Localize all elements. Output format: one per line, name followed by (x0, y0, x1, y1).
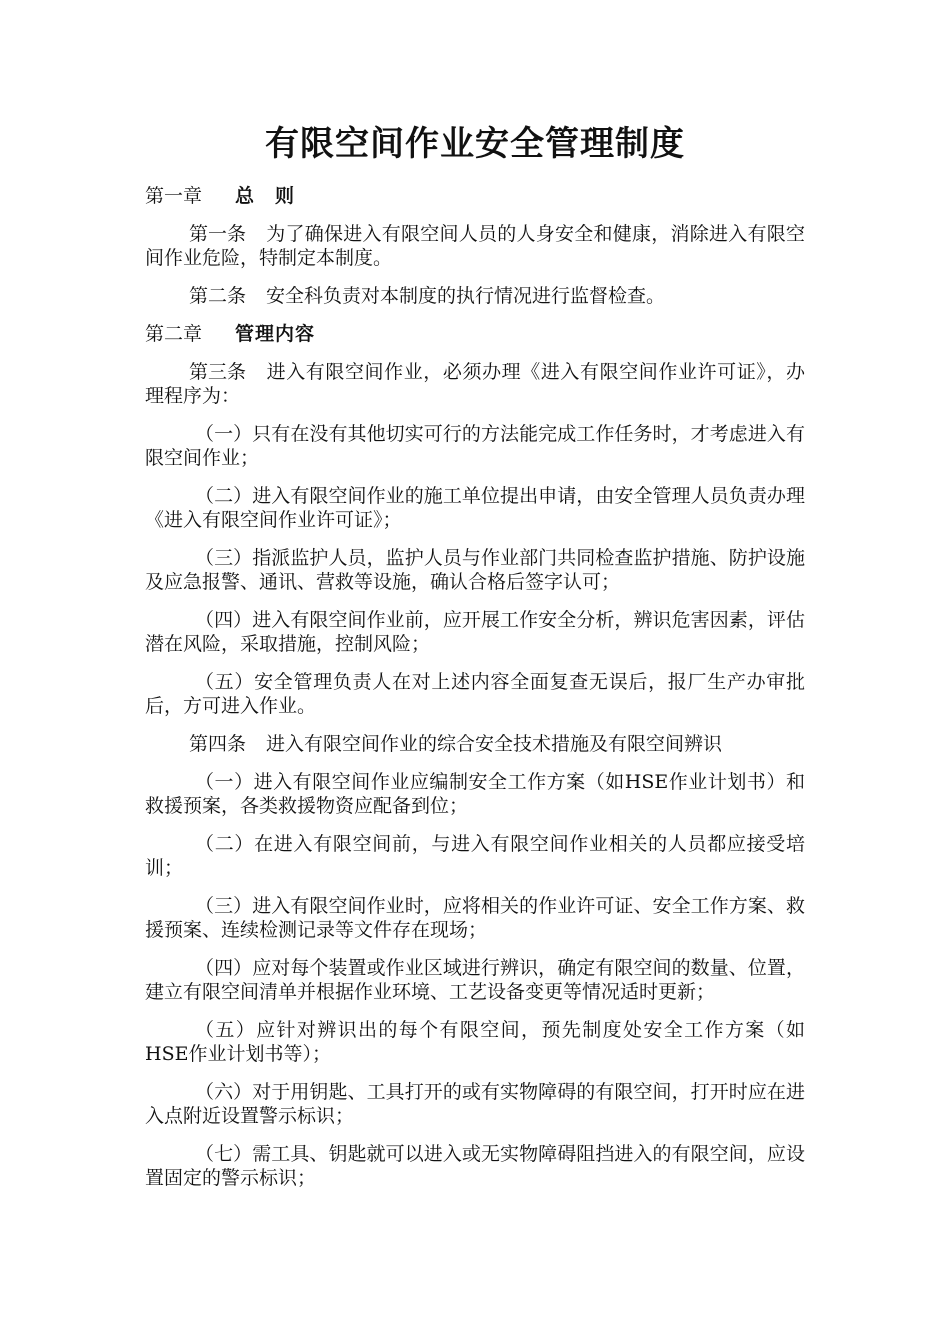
list-item: （四）应对每个装置或作业区域进行辨识，确定有限空间的数量、位置，建立有限空间清单并根据作业环境、工艺设备变更等情况适时更新； (145, 957, 805, 1003)
article-text: 安全科负责对本制度的执行情况进行监督检查。 (266, 285, 666, 307)
list-item: （二）在进入有限空间前，与进入有限空间作业相关的人员都应接受培训； (145, 833, 805, 879)
list-item: （四）进入有限空间作业前，应开展工作安全分析，辨识危害因素，评估潜在风险，采取措施，控制风险； (145, 609, 805, 655)
article-text: 为了确保进入有限空间人员的人身安全和健康，消除进入有限空间作业危险，特制定本制度。 (145, 223, 805, 269)
list-item: （二）进入有限空间作业的施工单位提出申请，由安全管理人员负责办理《进入有限空间作业许可证》； (145, 485, 805, 531)
article-text: 进入有限空间作业的综合安全技术措施及有限空间辨识 (266, 733, 723, 755)
document-page (145, 118, 805, 1204)
list-item: （一）进入有限空间作业应编制安全工作方案（如HSE作业计划书）和救援预案，各类救援物资应配备到位； (145, 771, 805, 817)
article-label: 第二条 (189, 285, 247, 307)
article-label: 第四条 (189, 733, 247, 755)
article-label: 第三条 (189, 361, 247, 383)
article-label: 第一条 (189, 223, 247, 245)
list-item: （三）指派监护人员，监护人员与作业部门共同检查监护措施、防护设施及应急报警、通讯、营救等设施，确认合格后签字认可； (145, 547, 805, 593)
chapter-name: 总 则 (235, 185, 296, 207)
chapter-number: 第一章 (145, 185, 203, 207)
list-item: （六）对于用钥匙、工具打开的或有实物障碍的有限空间，打开时应在进入点附近设置警示标识； (145, 1081, 805, 1127)
article-text: 进入有限空间作业，必须办理《进入有限空间作业许可证》，办理程序为： (145, 361, 805, 407)
document-title: 有限空间作业安全管理制度 (265, 124, 685, 164)
list-item: （七）需工具、钥匙就可以进入或无实物障碍阻挡进入的有限空间，应设置固定的警示标识； (145, 1143, 805, 1189)
list-item: （五）应针对辨识出的每个有限空间，预先制度处安全工作方案（如HSE作业计划书等）； (145, 1019, 805, 1065)
chapter-heading-1 (145, 184, 805, 208)
article-2 (145, 284, 805, 308)
list-item: （三）进入有限空间作业时，应将相关的作业许可证、安全工作方案、救援预案、连续检测记录等文件存在现场； (145, 895, 805, 941)
list-item: （一）只有在没有其他切实可行的方法能完成工作任务时，才考虑进入有限空间作业； (145, 423, 805, 469)
chapter-number: 第二章 (145, 323, 203, 345)
article-3 (145, 360, 805, 408)
chapter-heading-2 (145, 322, 805, 346)
article-4 (145, 732, 805, 756)
list-item: （五）安全管理负责人在对上述内容全面复查无误后，报厂生产办审批后，方可进入作业。 (145, 671, 805, 717)
chapter-name: 管理内容 (235, 323, 316, 345)
article-1 (145, 222, 805, 270)
